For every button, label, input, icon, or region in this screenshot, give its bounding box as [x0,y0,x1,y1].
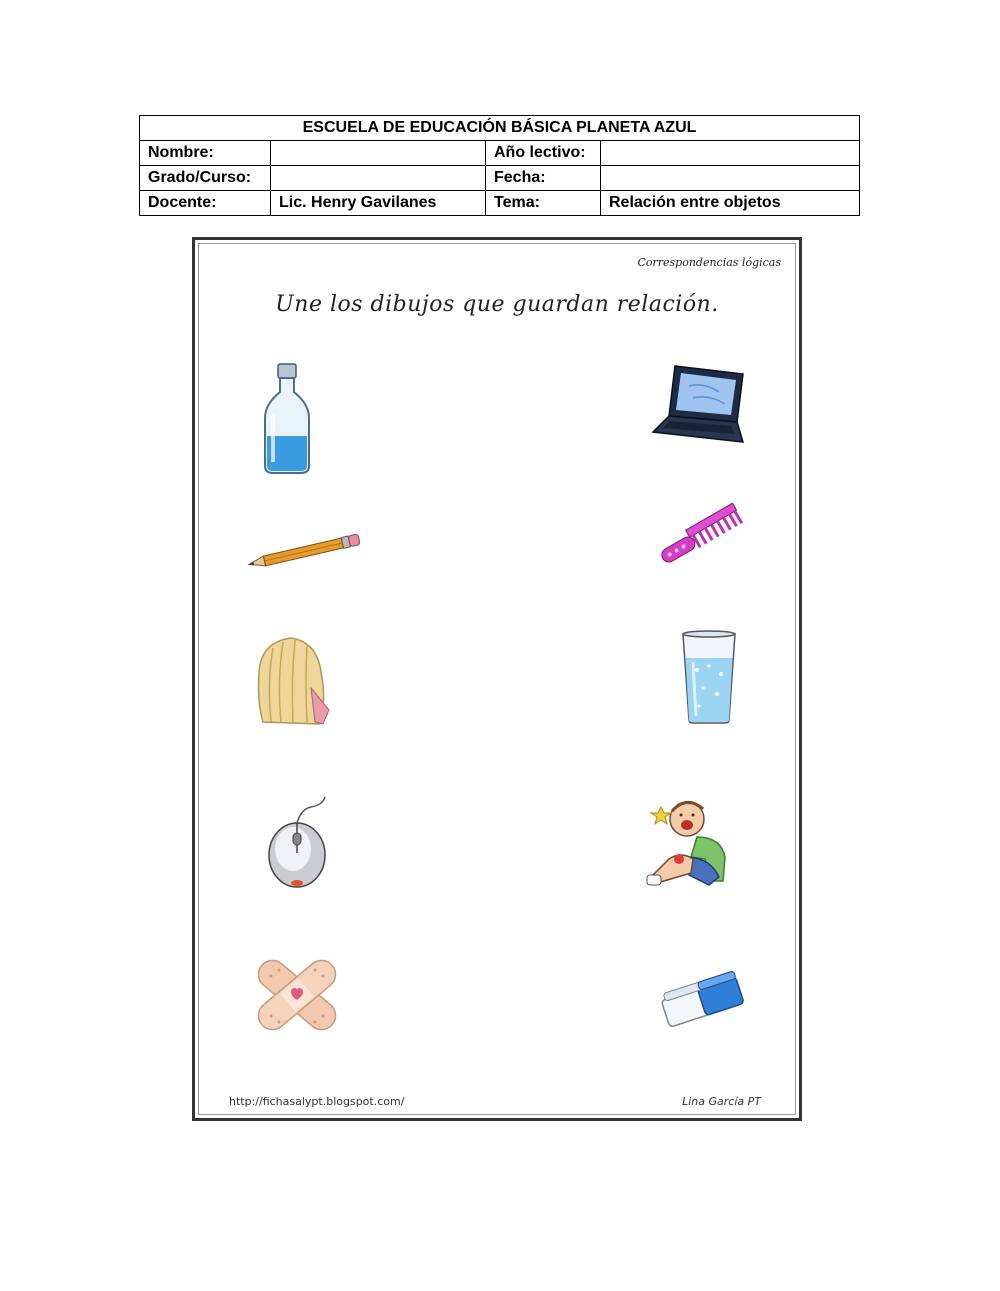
nombre-label: Nombre: [140,141,271,166]
footer-author: Lina García PT [682,1095,761,1108]
hair-icon[interactable] [251,632,331,727]
docente-value: Lic. Henry Gavilanes [271,191,486,216]
docente-label: Docente: [140,191,271,216]
comb-icon[interactable] [653,502,748,572]
corner-label: Correspondencias lógicas [637,256,781,269]
fecha-label: Fecha: [486,166,601,191]
ano-lectivo-label: Año lectivo: [486,141,601,166]
grado-curso-label: Grado/Curso: [140,166,271,191]
tema-value: Relación entre objetos [601,191,860,216]
hurt-child-icon[interactable] [639,793,744,898]
tema-label: Tema: [486,191,601,216]
header-row-nombre [140,141,860,166]
instruction-text: Une los dibujos que guardan relación. [275,292,719,317]
school-name: ESCUELA DE EDUCACIÓN BÁSICA PLANETA AZUL [140,116,860,141]
mouse-icon[interactable] [263,795,333,890]
grado-curso-field[interactable] [271,166,486,191]
laptop-icon[interactable] [649,362,749,447]
eraser-icon[interactable] [657,970,747,1030]
water-glass-icon[interactable] [679,630,739,726]
header-table [139,115,860,216]
header-row-grado [140,166,860,191]
ano-lectivo-field[interactable] [601,141,860,166]
bandage-icon[interactable] [247,948,347,1043]
pencil-icon[interactable] [241,530,366,570]
bottle-icon[interactable] [257,362,317,477]
header-title-row [140,116,860,141]
footer-url: http://fichasalypt.blogspot.com/ [229,1095,405,1108]
header-row-docente [140,191,860,216]
nombre-field[interactable] [271,141,486,166]
fecha-field[interactable] [601,166,860,191]
worksheet [192,237,802,1121]
